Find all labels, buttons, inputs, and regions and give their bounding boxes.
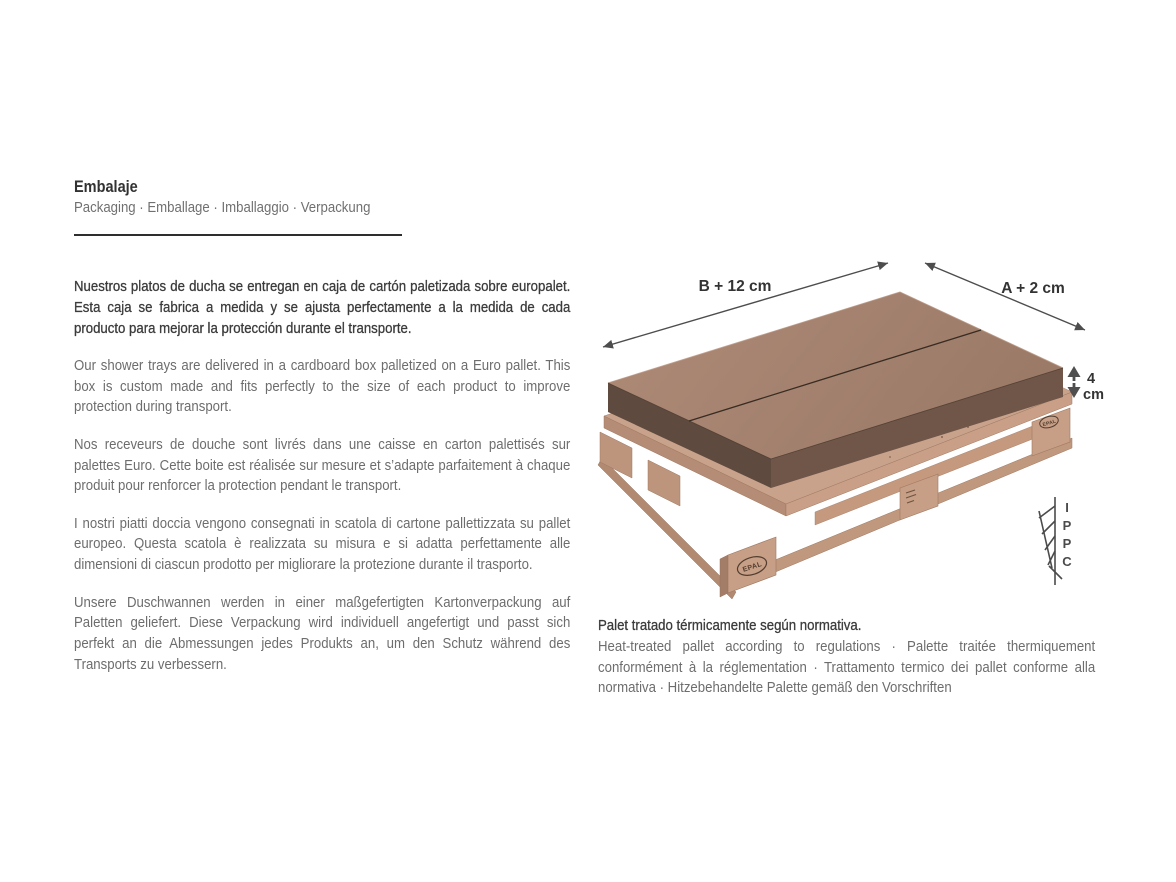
epal-stamp-small-text: EPAL [1041,418,1057,429]
paragraph-es: Nuestros platos de ducha se entregan en caja de cartón paletizada sobre europalet. Esta caja se fabrica a medida y se ajusta perfectamente a la medida de cada producto para mejorar la protección durante el transporte. [74,278,571,337]
section-header [74,177,411,236]
paragraph-en: Our shower trays are delivered in a cardboard box palletized on a Euro pallet. This box is custom made and fits perfectly to the size of each product to improve protection during transport. [74,356,571,416]
pallet-note-translations: Heat-treated pallet according to regulations · Palette traitée thermiquement conformément à la réglementation · Trattamento termico dei pallet conforme alla normativa · Hitzebehandelte Palette gemäß den Vorschriften [598,637,1096,697]
ippc-letter-p1: P [1062,518,1072,533]
height-value-label: 4 [1087,371,1096,387]
paragraph-de: Unsere Duschwannen werden in einer maßgefertigten Kartonverpackung auf Paletten geliefert. Diese Verpackung wird individuell angefertigt und passt sich perfekt an die Abmessungen jedes Produkts an, um den Schutz während des Transports zu verbessern. [74,593,571,673]
intro-text-column [74,277,570,692]
ippc-letter-c: C [1062,554,1072,569]
pallet-illustration [590,250,1110,610]
page-title: Embalaje [74,178,138,196]
dimension-height [1068,366,1104,403]
length-label: B + 12 cm [698,278,772,295]
epal-stamp-text: EPAL [741,561,763,574]
pallet-note-primary: Palet tratado térmicamente según normativa. [598,617,862,634]
paragraph-it: I nostri piatti doccia vengono consegnati in scatola di cartone pallettizzata su pallet europeo. Questa scatola è realizzata su misura e si adatta perfettamente alle dimensioni di ciascun prodotto per migliorare la protezione durante il trasporto. [74,514,571,574]
page-subtitle: Packaging · Emballage · Imballaggio · Verpackung [74,199,371,216]
ippc-letter-p2: P [1062,536,1072,551]
title-underline [74,234,402,236]
ippc-logo [1039,497,1072,585]
width-label: A + 2 cm [1001,280,1065,297]
height-unit-label: cm [1083,387,1104,403]
ippc-letter-i: I [1065,500,1069,515]
pallet-note [598,616,1095,699]
paragraph-fr: Nos receveurs de douche sont livrés dans une caisse en carton palettisés sur palettes Euro. Cette boite est réalisée sur mesure et s’adapte parfaitement à chaque produit pour renforcer la protection pendant le transport. [74,435,571,495]
